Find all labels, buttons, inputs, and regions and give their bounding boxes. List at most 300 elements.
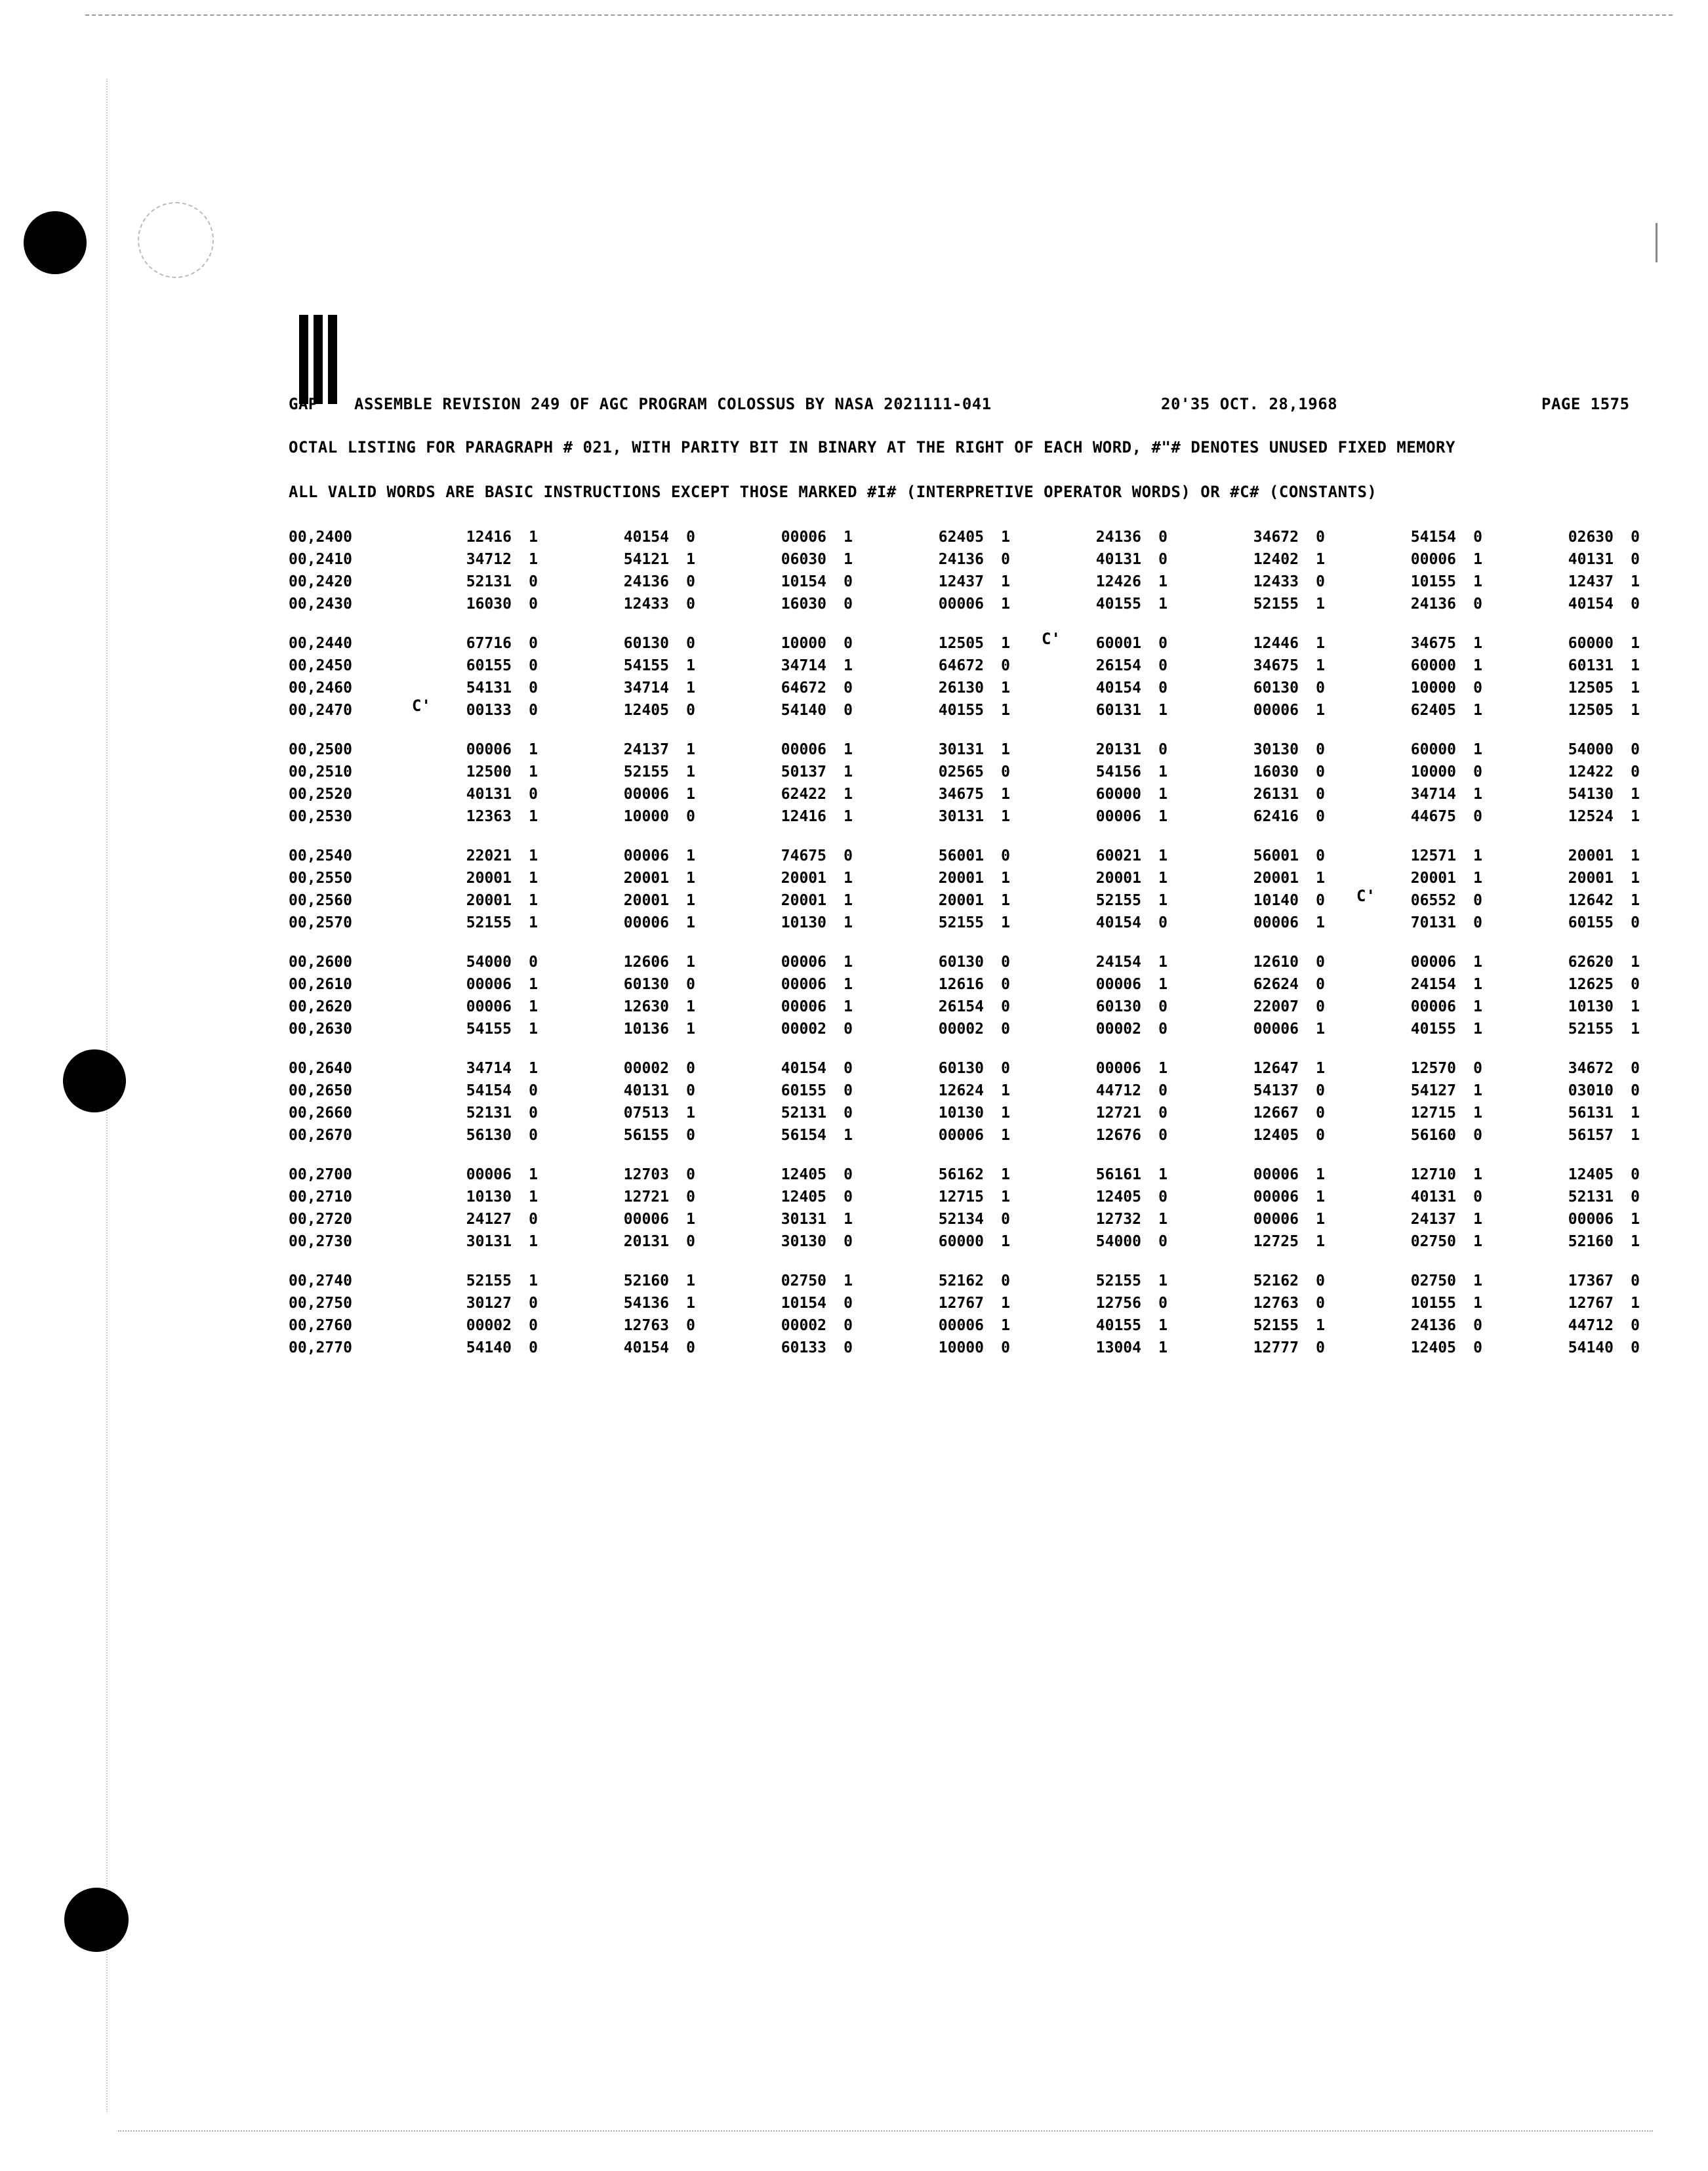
octal-word: 56001 xyxy=(938,847,984,864)
octal-word: 12630 xyxy=(623,998,669,1015)
octal-word-cell xyxy=(918,529,1010,546)
parity-bit: 1 xyxy=(1631,998,1640,1015)
page-number: PAGE 1575 xyxy=(1541,395,1630,413)
octal-word-cell xyxy=(1391,1211,1482,1228)
octal-word-cell xyxy=(761,870,853,887)
octal-word: 40131 xyxy=(1410,1188,1456,1206)
parity-bit: 0 xyxy=(1001,551,1010,568)
parity-bit: 0 xyxy=(844,847,853,864)
parity-bit: 0 xyxy=(1473,1127,1482,1144)
parity-bit: 0 xyxy=(844,1082,853,1099)
octal-word-cell xyxy=(603,870,695,887)
octal-word: 54000 xyxy=(466,954,512,971)
octal-word: 00006 xyxy=(938,1127,984,1144)
parity-bit: 1 xyxy=(844,786,853,803)
parity-bit: 0 xyxy=(686,1188,695,1206)
octal-word-cell xyxy=(918,635,1010,652)
octal-word-cell xyxy=(918,1166,1010,1183)
octal-word: 40154 xyxy=(623,529,669,546)
parity-bit: 0 xyxy=(529,680,538,697)
listing-header xyxy=(289,395,1630,413)
parity-bit: 1 xyxy=(1316,1060,1325,1077)
parity-bit: 1 xyxy=(1631,635,1640,652)
octal-word: 20001 xyxy=(781,892,826,909)
octal-word-cell xyxy=(1548,741,1640,758)
octal-word-cell xyxy=(1391,1339,1482,1356)
octal-word: 40131 xyxy=(1568,551,1614,568)
octal-word-cell xyxy=(761,914,853,931)
row-address: 00,2450 xyxy=(289,657,352,674)
parity-bit: 0 xyxy=(529,1339,538,1356)
octal-word-cell xyxy=(918,998,1010,1015)
octal-word-cell xyxy=(1233,635,1325,652)
octal-word: 40131 xyxy=(466,786,512,803)
parity-bit: 1 xyxy=(1001,786,1010,803)
octal-word: 40155 xyxy=(1410,1021,1456,1038)
assembly-datetime: 20'35 OCT. 28,1968 xyxy=(1161,395,1338,413)
parity-bit: 0 xyxy=(529,702,538,719)
row-address: 00,2460 xyxy=(289,680,352,697)
octal-word: 16030 xyxy=(1253,763,1299,781)
octal-word: 24127 xyxy=(466,1211,512,1228)
octal-word: 20001 xyxy=(781,870,826,887)
parity-bit: 1 xyxy=(686,1211,695,1228)
octal-word-cell xyxy=(1548,657,1640,674)
listing-block xyxy=(0,954,1708,1043)
octal-word-cell xyxy=(1076,954,1168,971)
octal-word: 10130 xyxy=(1568,998,1614,1015)
parity-bit: 0 xyxy=(686,702,695,719)
octal-word: 30131 xyxy=(938,808,984,825)
parity-bit: 1 xyxy=(844,998,853,1015)
row-address: 00,2710 xyxy=(289,1188,352,1206)
right-edge-mark xyxy=(1656,223,1657,262)
octal-word-cell xyxy=(603,1272,695,1289)
octal-word: 12703 xyxy=(623,1166,669,1183)
octal-word: 10155 xyxy=(1410,1295,1456,1312)
listing-row xyxy=(0,1082,1708,1105)
listing-row xyxy=(0,976,1708,998)
octal-word: 30131 xyxy=(938,741,984,758)
parity-bit: 1 xyxy=(1158,702,1168,719)
octal-word-cell xyxy=(918,1105,1010,1122)
octal-word: 60130 xyxy=(623,635,669,652)
parity-bit: 1 xyxy=(1631,1105,1640,1122)
parity-bit: 1 xyxy=(1158,847,1168,864)
listing-row xyxy=(0,697,1708,724)
parity-bit: 1 xyxy=(1316,551,1325,568)
octal-word-cell xyxy=(1548,892,1640,909)
parity-bit: 1 xyxy=(686,847,695,864)
octal-word: 12767 xyxy=(1568,1295,1614,1312)
octal-word: 12756 xyxy=(1095,1295,1141,1312)
parity-bit: 0 xyxy=(844,1233,853,1250)
octal-word-cell xyxy=(1548,1166,1640,1183)
parity-bit: 1 xyxy=(686,786,695,803)
octal-word-cell xyxy=(446,1021,538,1038)
parity-bit: 1 xyxy=(529,1021,538,1038)
octal-word: 02630 xyxy=(1568,529,1614,546)
listing-row xyxy=(0,1105,1708,1127)
octal-word: 26154 xyxy=(1095,657,1141,674)
octal-word: 12667 xyxy=(1253,1105,1299,1122)
parity-bit: 0 xyxy=(1316,892,1325,909)
parity-bit: 1 xyxy=(1316,657,1325,674)
parity-bit: 0 xyxy=(1631,596,1640,613)
parity-bit: 1 xyxy=(1001,1188,1010,1206)
octal-word: 20001 xyxy=(466,870,512,887)
octal-word: 20001 xyxy=(1568,847,1614,864)
octal-word-cell xyxy=(1076,1127,1168,1144)
octal-word: 00006 xyxy=(623,786,669,803)
parity-bit: 1 xyxy=(1158,1211,1168,1228)
row-address: 00,2650 xyxy=(289,1082,352,1099)
parity-bit: 1 xyxy=(686,1295,695,1312)
octal-word-cell xyxy=(1076,657,1168,674)
octal-word-cell xyxy=(1233,1060,1325,1077)
octal-word: 56160 xyxy=(1410,1127,1456,1144)
listing-block xyxy=(0,741,1708,830)
parity-bit: 1 xyxy=(1473,1295,1482,1312)
parity-bit: 0 xyxy=(844,1105,853,1122)
parity-bit: 0 xyxy=(844,1060,853,1077)
listing-row xyxy=(0,1211,1708,1233)
octal-word-cell xyxy=(446,1295,538,1312)
parity-bit: 0 xyxy=(1473,1060,1482,1077)
parity-bit: 0 xyxy=(1001,763,1010,781)
parity-bit: 0 xyxy=(686,808,695,825)
octal-word: 07513 xyxy=(623,1105,669,1122)
listing-row xyxy=(0,1317,1708,1339)
octal-word-cell xyxy=(1233,551,1325,568)
octal-word: 54155 xyxy=(466,1021,512,1038)
octal-word: 56155 xyxy=(623,1127,669,1144)
parity-bit: 0 xyxy=(1158,1127,1168,1144)
parity-bit: 0 xyxy=(1473,914,1482,931)
octal-word-cell xyxy=(1548,635,1640,652)
row-address: 00,2760 xyxy=(289,1317,352,1334)
parity-bit: 0 xyxy=(686,529,695,546)
octal-word-cell xyxy=(446,529,538,546)
octal-word: 52131 xyxy=(1568,1188,1614,1206)
octal-word: 34714 xyxy=(623,680,669,697)
parity-bit: 0 xyxy=(1001,657,1010,674)
parity-bit: 0 xyxy=(1158,1082,1168,1099)
octal-word: 26154 xyxy=(938,998,984,1015)
octal-word: 12500 xyxy=(466,763,512,781)
octal-word-cell xyxy=(1233,1127,1325,1144)
octal-word-cell xyxy=(1076,596,1168,613)
listing-legend: ALL VALID WORDS ARE BASIC INSTRUCTIONS EXCEPT THOSE MARKED #I# (INTERPRETIVE OPERATOR WORDS) OR #C# (CONSTANTS) xyxy=(289,483,1377,501)
listing-block xyxy=(0,1166,1708,1255)
octal-word-cell xyxy=(603,1127,695,1144)
octal-word-cell xyxy=(446,1082,538,1099)
parity-bit: 0 xyxy=(844,1339,853,1356)
octal-word: 26131 xyxy=(1253,786,1299,803)
octal-word: 60130 xyxy=(1095,998,1141,1015)
octal-word: 00002 xyxy=(623,1060,669,1077)
octal-word: 74675 xyxy=(781,847,826,864)
octal-word-cell xyxy=(1391,741,1482,758)
listing-row xyxy=(0,741,1708,763)
octal-word: 30130 xyxy=(781,1233,826,1250)
octal-word-cell xyxy=(446,847,538,864)
parity-bit: 0 xyxy=(1473,596,1482,613)
octal-word-cell xyxy=(761,551,853,568)
octal-word: 60000 xyxy=(938,1233,984,1250)
parity-bit: 1 xyxy=(529,551,538,568)
octal-word: 52155 xyxy=(1095,1272,1141,1289)
octal-word: 34714 xyxy=(1410,786,1456,803)
octal-word: 22007 xyxy=(1253,998,1299,1015)
parity-bit: 0 xyxy=(1473,808,1482,825)
octal-word: 60131 xyxy=(1568,657,1614,674)
octal-word-cell xyxy=(412,697,538,719)
octal-word-cell xyxy=(446,1233,538,1250)
parity-bit: 1 xyxy=(686,870,695,887)
octal-word-cell xyxy=(1233,914,1325,931)
octal-word-cell xyxy=(1076,1082,1168,1099)
octal-word: 20001 xyxy=(1410,870,1456,887)
octal-word-cell xyxy=(761,1166,853,1183)
octal-word: 12721 xyxy=(1095,1105,1141,1122)
parity-bit: 1 xyxy=(844,976,853,993)
octal-word-cell xyxy=(1391,1127,1482,1144)
listing-row xyxy=(0,573,1708,596)
parity-bit: 0 xyxy=(1631,1060,1640,1077)
octal-word: 34714 xyxy=(466,1060,512,1077)
parity-bit: 1 xyxy=(1001,1127,1010,1144)
octal-word-cell xyxy=(1548,529,1640,546)
parity-bit: 1 xyxy=(844,551,853,568)
octal-word-cell xyxy=(918,1127,1010,1144)
octal-word: 62422 xyxy=(781,786,826,803)
octal-word-cell xyxy=(918,976,1010,993)
row-address: 00,2560 xyxy=(289,892,352,909)
octal-word: 12610 xyxy=(1253,954,1299,971)
octal-word-cell xyxy=(761,808,853,825)
parity-bit: 0 xyxy=(529,1127,538,1144)
parity-bit: 0 xyxy=(1316,741,1325,758)
parity-bit: 1 xyxy=(686,680,695,697)
parity-bit: 0 xyxy=(844,635,853,652)
octal-word-cell xyxy=(761,680,853,697)
row-address: 00,2770 xyxy=(289,1339,352,1356)
octal-word: 12763 xyxy=(1253,1295,1299,1312)
parity-bit: 0 xyxy=(1001,998,1010,1015)
octal-word-cell xyxy=(603,1211,695,1228)
octal-word-cell xyxy=(446,680,538,697)
parity-bit: 1 xyxy=(686,998,695,1015)
parity-bit: 1 xyxy=(686,1105,695,1122)
octal-word-cell xyxy=(918,1082,1010,1099)
octal-word-cell xyxy=(1391,1060,1482,1077)
octal-word: 54136 xyxy=(623,1295,669,1312)
octal-word: 60130 xyxy=(938,1060,984,1077)
parity-bit: 1 xyxy=(1158,1272,1168,1289)
row-address: 00,2520 xyxy=(289,786,352,803)
parity-bit: 0 xyxy=(1158,529,1168,546)
octal-word: 54154 xyxy=(466,1082,512,1099)
parity-bit: 0 xyxy=(1158,998,1168,1015)
octal-word: 60133 xyxy=(781,1339,826,1356)
constant-marker: C' xyxy=(1042,630,1061,648)
octal-word-cell xyxy=(1233,870,1325,887)
octal-word: 40154 xyxy=(1568,596,1614,613)
octal-word-cell xyxy=(603,892,695,909)
octal-word-cell xyxy=(1548,954,1640,971)
parity-bit: 1 xyxy=(1001,914,1010,931)
parity-bit: 1 xyxy=(844,1127,853,1144)
octal-word: 12505 xyxy=(1568,702,1614,719)
parity-bit: 0 xyxy=(844,1166,853,1183)
listing-row xyxy=(0,870,1708,892)
octal-word-cell xyxy=(918,1060,1010,1077)
parity-bit: 1 xyxy=(1316,635,1325,652)
octal-word: 12715 xyxy=(938,1188,984,1206)
parity-bit: 1 xyxy=(844,914,853,931)
octal-word-cell xyxy=(1076,1060,1168,1077)
octal-word-cell xyxy=(603,741,695,758)
octal-word: 00006 xyxy=(1410,551,1456,568)
octal-word: 12732 xyxy=(1095,1211,1141,1228)
listing-description: OCTAL LISTING FOR PARAGRAPH # 021, WITH PARITY BIT IN BINARY AT THE RIGHT OF EACH WORD, #"# DENOTES UNUSED FIXED MEMORY xyxy=(289,438,1455,457)
parity-bit: 0 xyxy=(1316,1082,1325,1099)
listing-row xyxy=(0,1060,1708,1082)
octal-word-cell xyxy=(446,657,538,674)
parity-bit: 0 xyxy=(1316,847,1325,864)
parity-bit: 1 xyxy=(1158,786,1168,803)
octal-word: 26130 xyxy=(938,680,984,697)
octal-word-cell xyxy=(1548,976,1640,993)
octal-word: 60130 xyxy=(1253,680,1299,697)
octal-word: 60155 xyxy=(781,1082,826,1099)
octal-word-cell xyxy=(761,1082,853,1099)
parity-bit: 1 xyxy=(1473,954,1482,971)
octal-word-cell xyxy=(1233,702,1325,719)
parity-bit: 1 xyxy=(1001,870,1010,887)
octal-word: 56161 xyxy=(1095,1166,1141,1183)
parity-bit: 1 xyxy=(529,1060,538,1077)
octal-word-cell xyxy=(1391,1272,1482,1289)
octal-word: 20001 xyxy=(1095,870,1141,887)
row-address: 00,2570 xyxy=(289,914,352,931)
octal-word-cell xyxy=(446,1105,538,1122)
octal-word: 62405 xyxy=(1410,702,1456,719)
parity-bit: 1 xyxy=(1473,1211,1482,1228)
octal-word: 34675 xyxy=(1410,635,1456,652)
parity-bit: 1 xyxy=(529,1188,538,1206)
parity-bit: 1 xyxy=(1316,1211,1325,1228)
octal-word: 34675 xyxy=(938,786,984,803)
octal-word-cell xyxy=(1548,551,1640,568)
octal-word-cell xyxy=(761,1021,853,1038)
octal-word: 22021 xyxy=(466,847,512,864)
octal-word: 24154 xyxy=(1095,954,1141,971)
octal-word: 60000 xyxy=(1410,741,1456,758)
octal-word-cell xyxy=(603,1295,695,1312)
octal-word-cell xyxy=(1391,1166,1482,1183)
octal-word-cell xyxy=(603,763,695,781)
octal-word: 02750 xyxy=(1410,1272,1456,1289)
octal-word: 52131 xyxy=(466,573,512,590)
octal-word-cell xyxy=(918,1317,1010,1334)
listing-row xyxy=(0,680,1708,702)
octal-word-cell xyxy=(1076,702,1168,719)
parity-bit: 1 xyxy=(1473,551,1482,568)
octal-listing xyxy=(0,529,1708,1379)
octal-word-cell xyxy=(1076,1339,1168,1356)
octal-word: 24137 xyxy=(623,741,669,758)
octal-word-cell xyxy=(1076,786,1168,803)
parity-bit: 1 xyxy=(1631,702,1640,719)
octal-word-cell xyxy=(446,635,538,652)
octal-word-cell xyxy=(918,1021,1010,1038)
octal-word: 00006 xyxy=(781,976,826,993)
octal-word: 00006 xyxy=(1253,1166,1299,1183)
octal-word: 60130 xyxy=(938,954,984,971)
octal-word: 12416 xyxy=(466,529,512,546)
parity-bit: 1 xyxy=(844,870,853,887)
parity-bit: 1 xyxy=(529,870,538,887)
octal-word-cell xyxy=(761,1295,853,1312)
parity-bit: 0 xyxy=(1473,1188,1482,1206)
parity-bit: 1 xyxy=(1316,1188,1325,1206)
row-address: 00,2410 xyxy=(289,551,352,568)
parity-bit: 1 xyxy=(1001,892,1010,909)
parity-bit: 0 xyxy=(686,1317,695,1334)
octal-word-cell xyxy=(761,1060,853,1077)
listing-block xyxy=(0,1060,1708,1149)
parity-bit: 1 xyxy=(844,892,853,909)
parity-bit: 1 xyxy=(1473,657,1482,674)
parity-bit: 1 xyxy=(844,1211,853,1228)
row-address: 00,2630 xyxy=(289,1021,352,1038)
parity-bit: 1 xyxy=(529,998,538,1015)
octal-word: 60155 xyxy=(1568,914,1614,931)
octal-word-cell xyxy=(761,1272,853,1289)
octal-word: 62405 xyxy=(938,529,984,546)
octal-word-cell xyxy=(1076,870,1168,887)
octal-word-cell xyxy=(918,847,1010,864)
octal-word-cell xyxy=(1076,1188,1168,1206)
octal-word-cell xyxy=(446,1339,538,1356)
parity-bit: 0 xyxy=(1001,1272,1010,1289)
octal-word-cell xyxy=(1042,630,1168,652)
octal-word-cell xyxy=(1076,529,1168,546)
parity-bit: 0 xyxy=(844,1317,853,1334)
octal-word: 44675 xyxy=(1410,808,1456,825)
octal-word: 12616 xyxy=(938,976,984,993)
parity-bit: 0 xyxy=(1631,1082,1640,1099)
octal-word-cell xyxy=(1233,680,1325,697)
octal-word: 10155 xyxy=(1410,573,1456,590)
parity-bit: 0 xyxy=(1158,914,1168,931)
parity-bit: 0 xyxy=(529,1105,538,1122)
octal-word: 34712 xyxy=(466,551,512,568)
parity-bit: 1 xyxy=(529,741,538,758)
octal-word-cell xyxy=(1076,1105,1168,1122)
octal-word-cell xyxy=(1076,998,1168,1015)
listing-row xyxy=(0,786,1708,808)
parity-bit: 1 xyxy=(1001,529,1010,546)
row-address: 00,2640 xyxy=(289,1060,352,1077)
octal-word: 12405 xyxy=(781,1166,826,1183)
parity-bit: 0 xyxy=(1631,529,1640,546)
octal-word: 60130 xyxy=(623,976,669,993)
parity-bit: 0 xyxy=(1158,657,1168,674)
parity-bit: 1 xyxy=(844,763,853,781)
